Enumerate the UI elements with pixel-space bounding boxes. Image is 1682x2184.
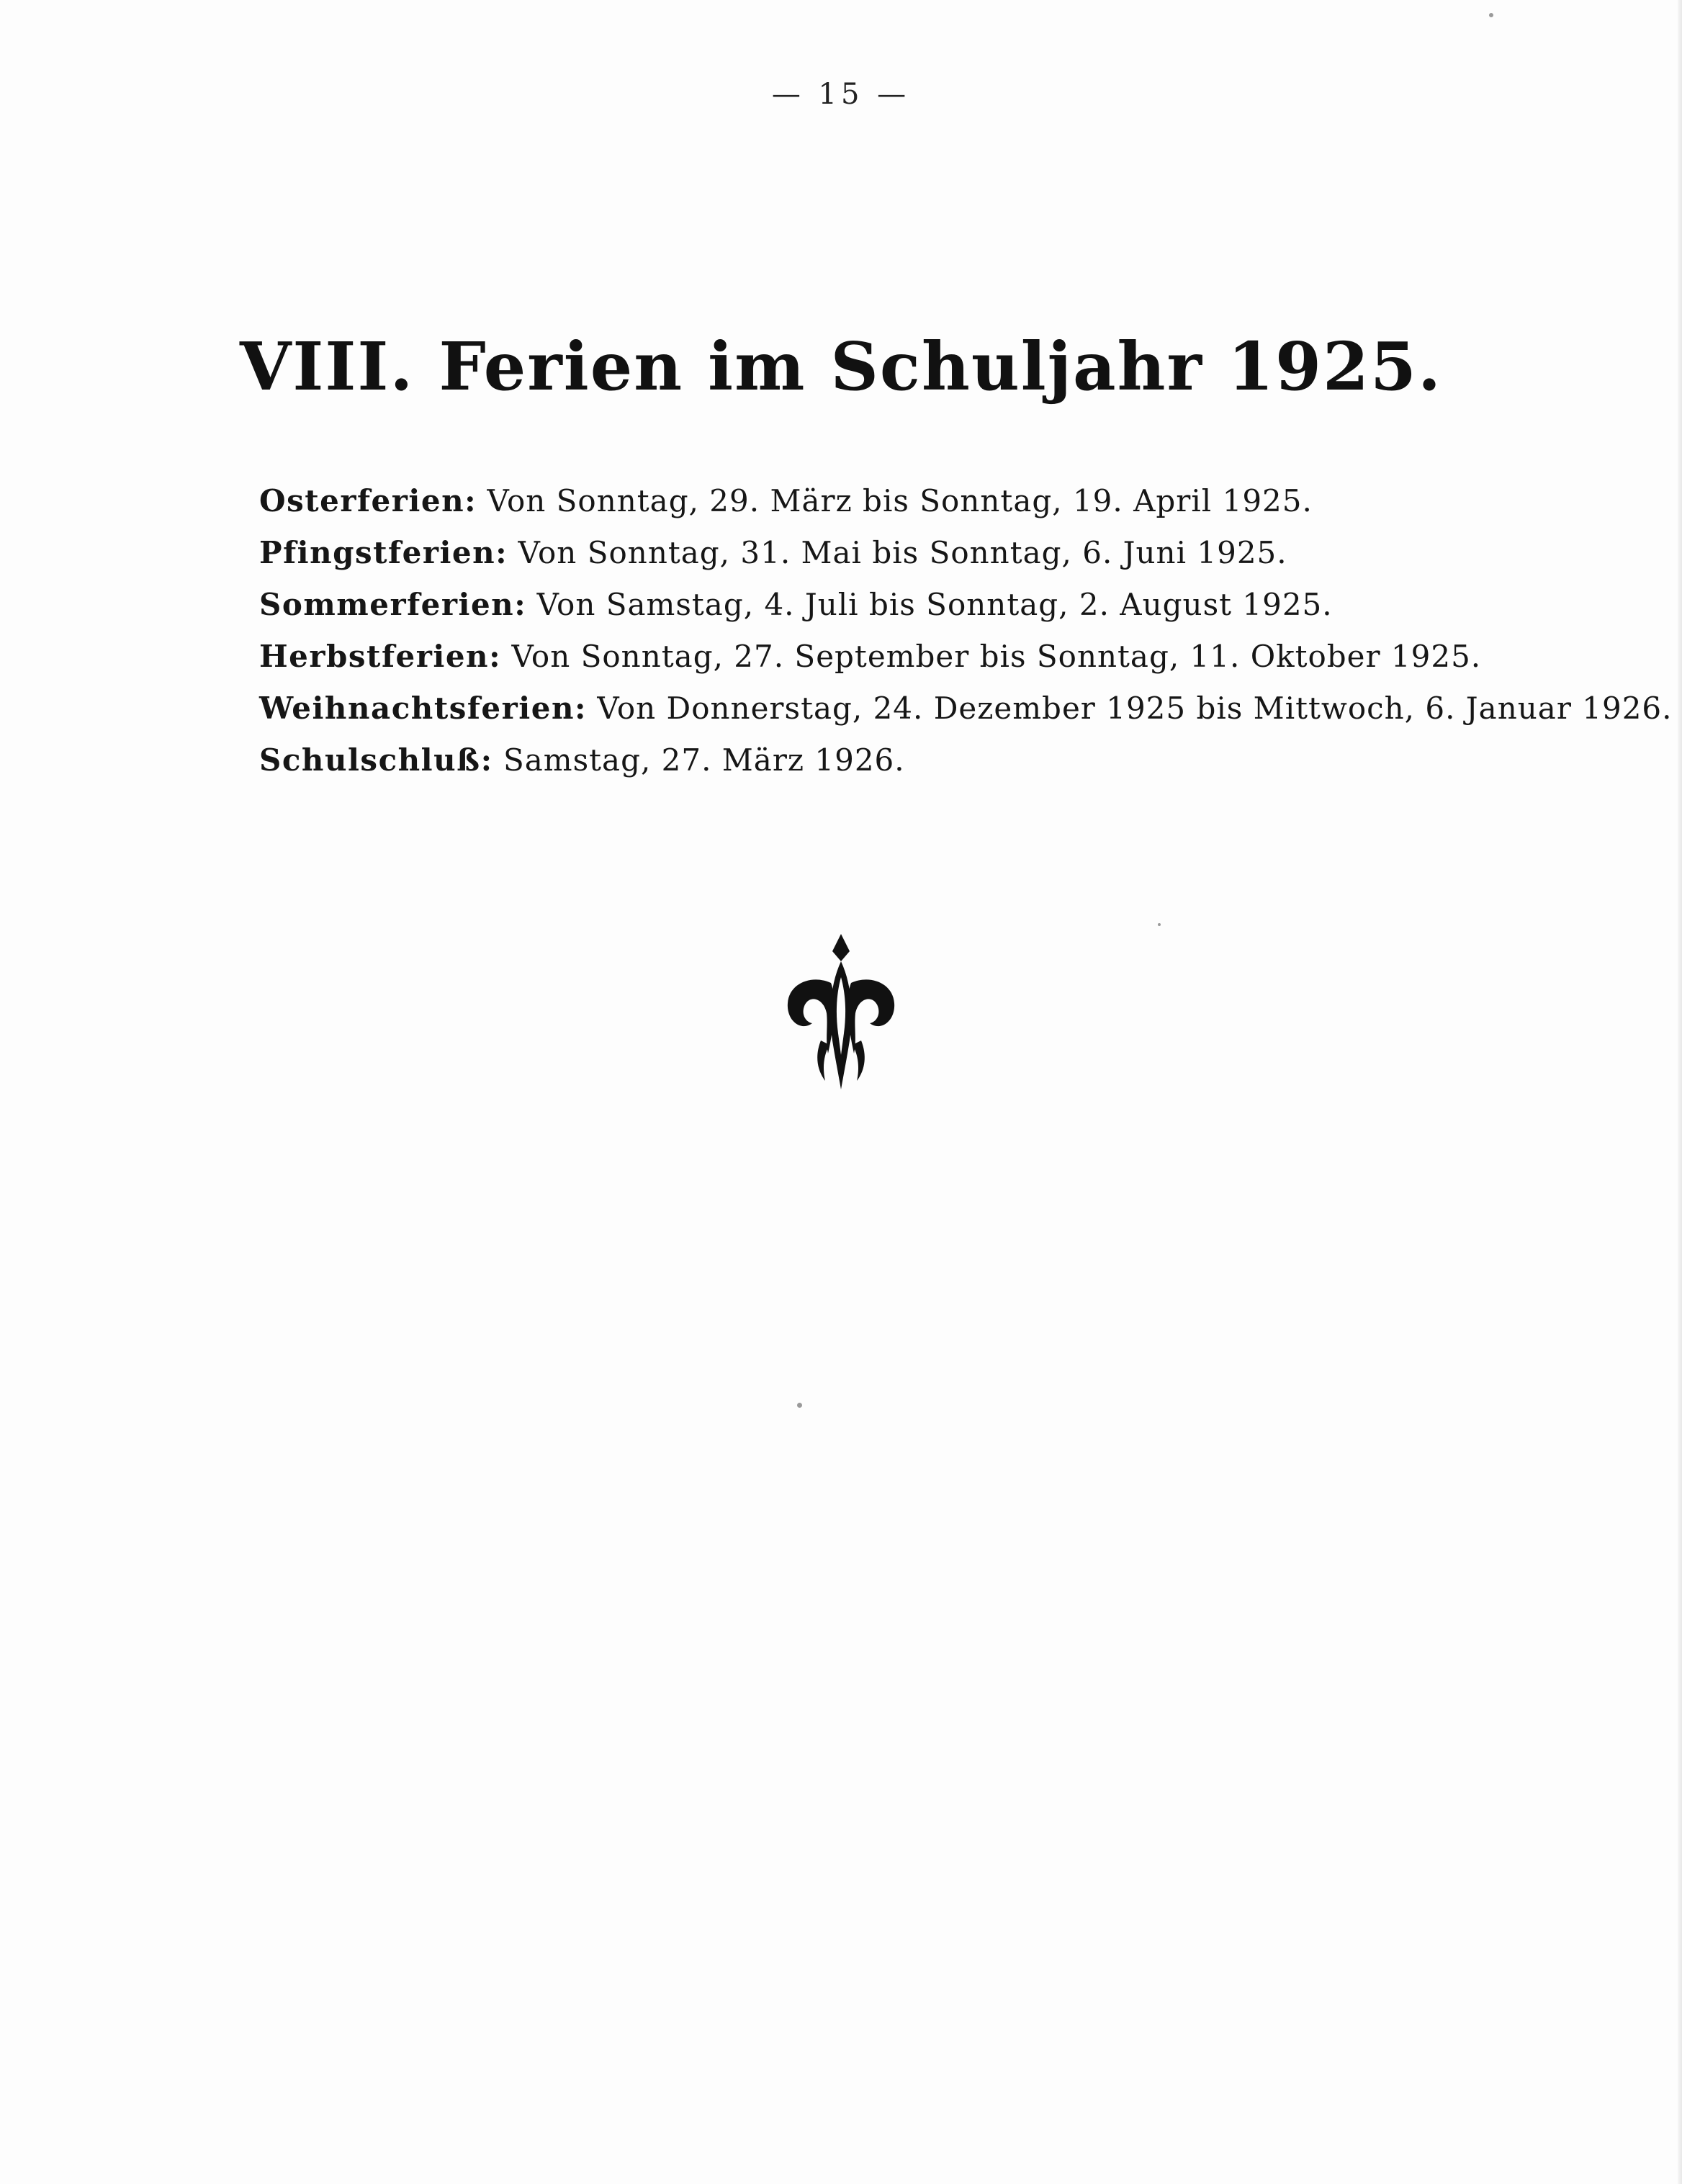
fleur-de-lis-icon bbox=[783, 933, 899, 1091]
holiday-entry-autumn bbox=[259, 631, 1512, 683]
holiday-list bbox=[259, 475, 1673, 786]
page-number: — 15 — bbox=[771, 78, 911, 111]
holiday-entry-pentecost bbox=[259, 527, 1512, 579]
holiday-label: Sommerferien: bbox=[259, 587, 527, 622]
paper-speck bbox=[1489, 13, 1493, 17]
holiday-entry-school-end bbox=[259, 734, 1512, 786]
holiday-label: Osterferien: bbox=[259, 483, 477, 518]
holiday-dates: Von Samstag, 4. Juli bis Sonntag, 2. August 1925. bbox=[536, 587, 1333, 622]
holiday-entry-summer bbox=[259, 579, 1512, 631]
holiday-entry-easter bbox=[259, 475, 1512, 527]
paper-speck bbox=[797, 1403, 802, 1408]
page-title: VIII. Ferien im Schuljahr 1925. bbox=[239, 328, 1443, 405]
holiday-entry-christmas bbox=[259, 683, 1673, 734]
holiday-label: Herbstferien: bbox=[259, 639, 502, 674]
holiday-label: Weihnachtsferien: bbox=[259, 691, 587, 726]
holiday-dates: Samstag, 27. März 1926. bbox=[503, 742, 905, 778]
holiday-dates: Von Sonntag, 29. März bis Sonntag, 19. April 1925. bbox=[487, 483, 1313, 518]
holiday-dates: Von Donnerstag, 24. Dezember 1925 bis Mittwoch, 6. Januar 1926. bbox=[597, 691, 1673, 726]
holiday-dates: Von Sonntag, 27. September bis Sonntag, 11. Oktober 1925. bbox=[511, 639, 1482, 674]
holiday-label: Schulschluß: bbox=[259, 742, 493, 778]
holiday-dates: Von Sonntag, 31. Mai bis Sonntag, 6. Juni 1925. bbox=[518, 535, 1287, 570]
page-edge bbox=[1678, 0, 1682, 2184]
holiday-label: Pfingstferien: bbox=[259, 535, 508, 570]
paper-speck bbox=[1158, 923, 1161, 926]
